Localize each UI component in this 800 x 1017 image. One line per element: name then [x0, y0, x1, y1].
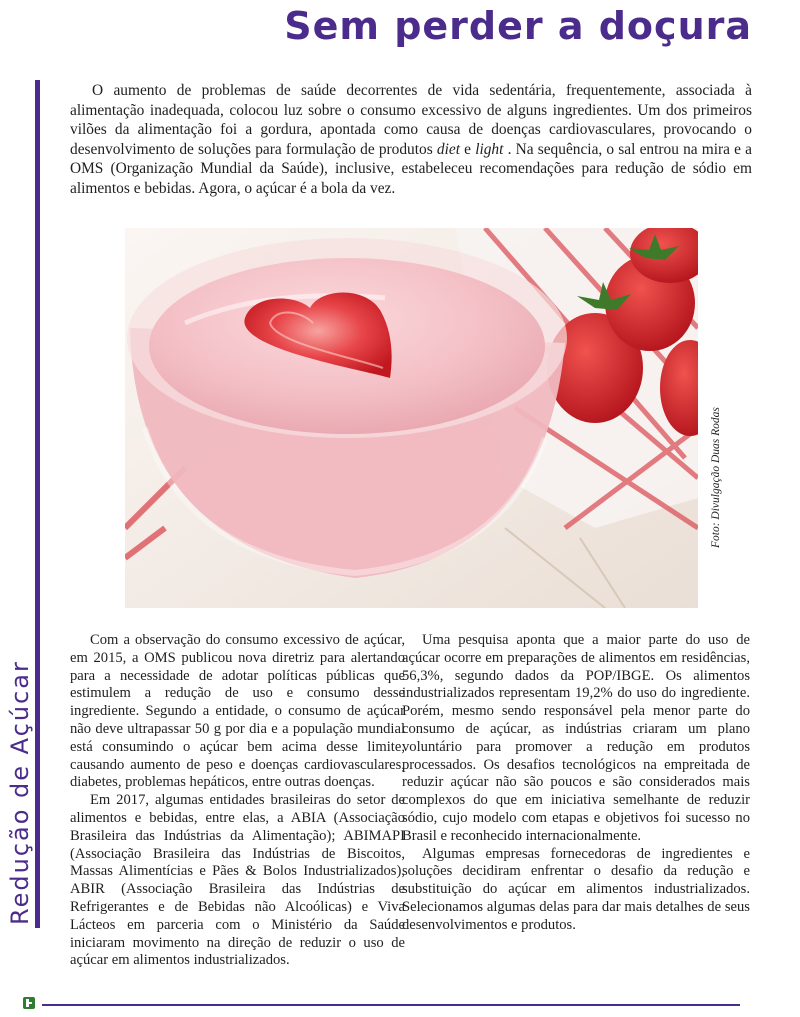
intro-text-2: . Na sequência, o sal entrou na mira e a OMS (Organização Mundial da Saúde), inclusive, estabeleceu recomendações para redução de sódio em alimentos e bebidas. Agora, o açúcar é a bola da vez.: [70, 140, 753, 197]
column-right: [402, 632, 750, 935]
column-left: [70, 632, 405, 970]
page-title: Sem perder a doçura: [284, 4, 752, 48]
section-label: Redução de Açúcar: [6, 660, 34, 925]
section-side-bar: [35, 80, 40, 928]
intro-paragraph: [70, 81, 752, 199]
intro-and: e: [459, 140, 476, 158]
right-paragraph-1: Uma pesquisa aponta que a maior parte do uso de açúcar ocorre em preparações de alimentos em residências, 56,3%, segundo dados da POP/IBGE. Os alimentos industrializados representam 19,2% do uso do ingrediente. Porém, mesmo sendo responsável pela menor parte do consumo de açúcar, as indústrias criaram um plano voluntário para promover a redução em produtos processados. Os desafios tecnológicos na empreitada de reduzir açúcar não são poucos e são considerados mais complexos do que em iniciativa semelhante de reduzir sódio, cujo modelo com etapas e objetivos foi sucesso no Brasil e reconhecido internacionalmente.: [402, 632, 750, 844]
photo-credit: Foto: Divulgação Duas Rodas: [710, 407, 722, 548]
intro-light: light: [475, 140, 504, 158]
yogurt-strawberry-photo: [125, 228, 698, 608]
footer-rule: [42, 1004, 740, 1006]
intro-diet: diet: [436, 140, 460, 158]
intro-text-1: O aumento de problemas de saúde decorrentes de vida sedentária, frequentemente, associada à alimentação inadequada, colocou luz sobre o consumo excessivo de alguns ingredientes. Um dos primeiros vilões da alimentação foi a gordura, apontada como causa de doenças cardiovasculares, provocando o desenvolvimento de soluções para formulação de produtos: [70, 82, 752, 158]
left-paragraph-2: Em 2017, algumas entidades brasileiras do setor de alimentos e bebidas, entre elas, a ABIA (Associação Brasileira das Indústrias da Alimentação); ABIMAPI (Associação Brasileira das Indústrias de Biscoitos, Massas Alimentícias e Pães & Bolos Industrializados), ABIR (Associação Brasileira das Indústrias de Refrigerantes e de Bebidas não Alcoólicas) e Viva Lácteos em parceria com o Ministério da Saúde iniciaram movimento na direção de reduzir o uso de açúcar em alimentos industrializados.: [70, 792, 405, 969]
yogurt-illustration: [125, 228, 698, 608]
publisher-logo-icon: [22, 996, 36, 1010]
right-paragraph-2: Algumas empresas fornecedoras de ingredientes e soluções decidiram enfrentar o desafio da redução e substituição do açúcar em alimentos industrializados. Selecionamos algumas delas para dar mais detalhes de seus desenvolvimentos e produtos.: [402, 845, 750, 933]
left-paragraph-1: Com a observação do consumo excessivo de açúcar, em 2015, a OMS publicou nova diretriz para alertando para a necessidade de adotar políticas públicas que estimulem a redução de uso e consumo desse ingrediente. Segundo a entidade, o consumo de açúcar não deve ultrapassar 50 g por dia e a população mundial está consumindo o açúcar bem acima desse limite, causando aumento de peso e doenças cardiovasculares, diabetes, problemas hepáticos, entre outras doenças.: [70, 632, 405, 791]
